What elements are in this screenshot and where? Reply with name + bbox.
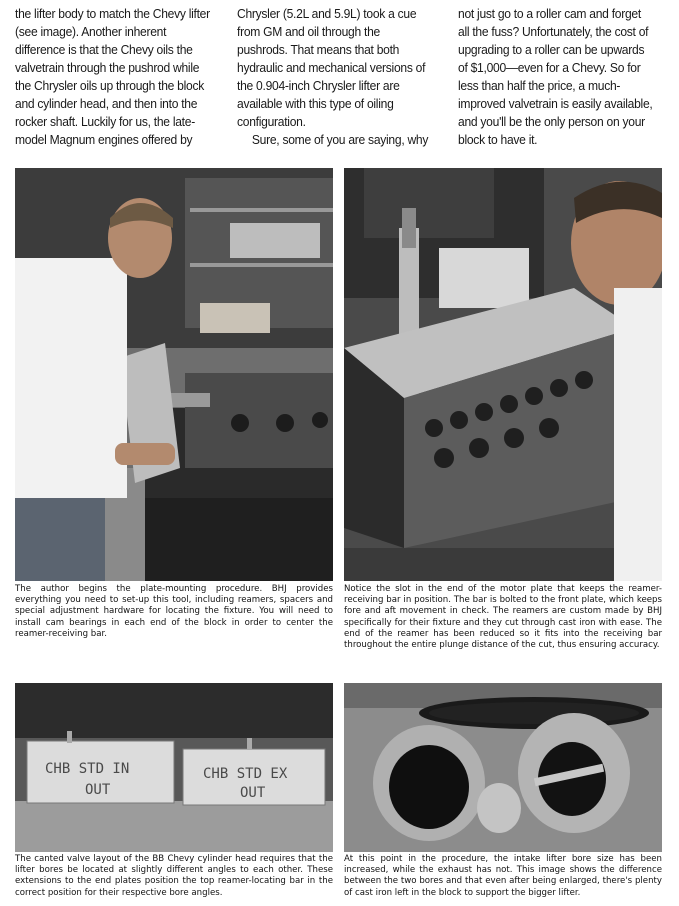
article-column-2 (237, 5, 433, 149)
sign-intake-line2: OUT (85, 782, 111, 798)
sign-intake-line1: CHB STD IN (45, 761, 130, 777)
sign-exhaust-line1: CHB STD EX (203, 766, 288, 782)
caption-end-plate-extensions: The canted valve layout of the BB Chevy cylinder head requires that the lifter bores be located at slightly different angles to each other. These extensions to the end plates position the top reamer-locating bar in the correct position for their respective bore angles. (15, 854, 333, 898)
article-column-1 (15, 5, 211, 149)
sign-exhaust-line2: OUT (240, 785, 266, 801)
caption-lifter-bores: At this point in the procedure, the intake lifter bore size has been increased, while the exhaust has not. This image shows the difference between the two bores and that even after being enlarged, there's plenty of cast iron left in the block to support the bigger lifter. (344, 854, 662, 898)
column-2-paragraph-2: Sure, some of you are saying, why (251, 132, 429, 147)
photo-end-plate-extensions (15, 683, 333, 852)
photo-author-plate-mounting (15, 168, 333, 581)
column-3-paragraph: not just go to a roller cam and forget all the fuss? Unfortunately, the cost of upgrading to a roller can be upwards of $1,000—even for a Chevy. So for less than half the price, a much-improved valvetrain is easily available, and you'll be the only person on your block to have it. (458, 6, 653, 147)
photo-motor-plate-slot (344, 168, 662, 581)
caption-author-plate-mounting: The author begins the plate-mounting procedure. BHJ provides everything you need to set-up this tool, including reamers, spacers and special adjustment hardware for locating the fixture. You will need to install cam bearings in each end of the block in order to center the reamer-receiving bar. (15, 584, 333, 639)
caption-motor-plate-slot: Notice the slot in the end of the motor plate that keeps the reamer-receiving bar in position. The bar is bolted to the front plate, which keeps fore and aft movement in check. The reamers are custom made by BHJ specifically for their fixture and they cut through cast iron with ease. The end of the reamer has been reduced so it fits into the receiving bar throughout the entire plunge distance of the cut, thus ensuring accuracy. (344, 584, 662, 651)
article-column-3 (458, 5, 654, 149)
photo-lifter-bores (344, 683, 662, 852)
column-1-paragraph: the lifter body to match the Chevy lifter (see image). Another inherent difference is that the Chevy oils the valvetrain through the pushrod while the Chrysler oils up through the block and cylinder head, and then into the rocker shaft. Luckily for us, the late-model Magnum engines offered by (15, 6, 210, 147)
column-2-paragraph-1: Chrysler (5.2L and 5.9L) took a cue from GM and oil through the pushrods. That means that both hydraulic and mechanical versions of the 0.904-inch Chrysler lifter are available with this type of oiling configuration. (237, 6, 426, 129)
